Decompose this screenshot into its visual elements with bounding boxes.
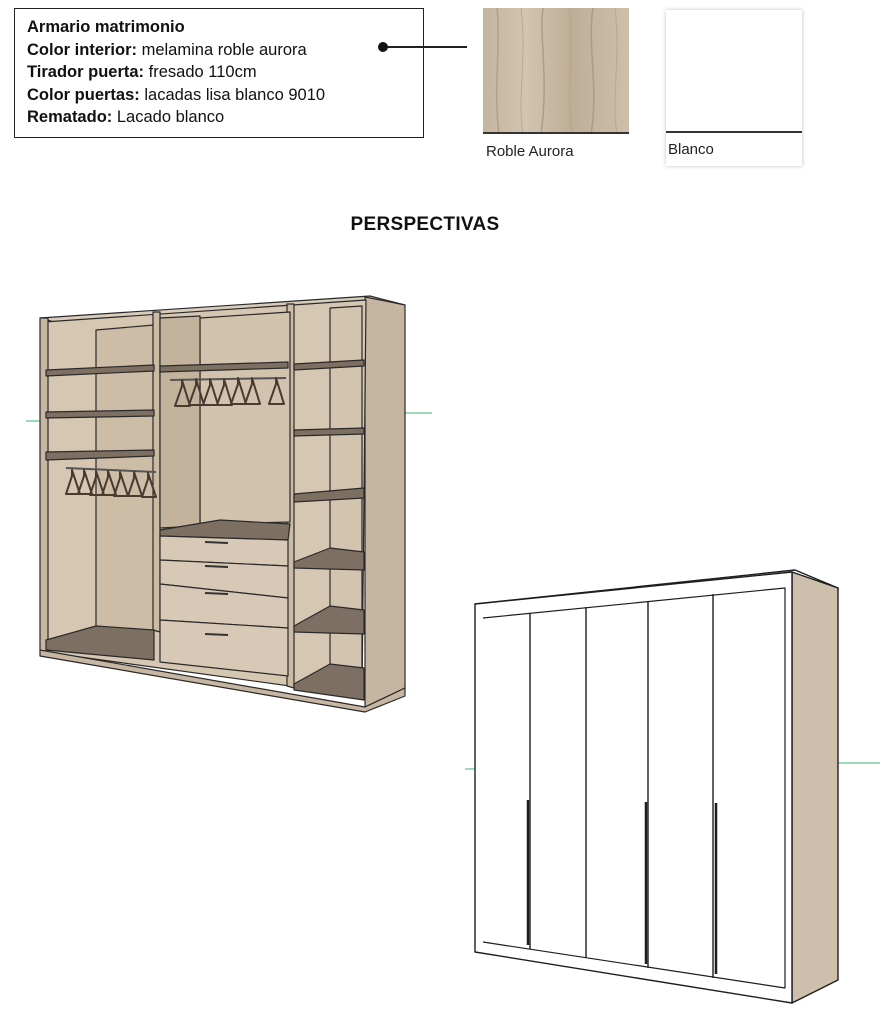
spec-row-interior: Color interior: melamina roble aurora <box>27 40 307 59</box>
open-wardrobe-drawing <box>26 296 432 712</box>
swatch-label-roble: Roble Aurora <box>486 143 574 160</box>
swatch-label-blanco: Blanco <box>668 141 714 158</box>
spec-row-doors: Color puertas: lacadas lisa blanco 9010 <box>27 85 326 104</box>
spec-row-finish: Rematado: Lacado blanco <box>27 108 225 126</box>
section-heading: PERSPECTIVAS <box>350 214 500 235</box>
spec-title: Armario matrimonio <box>27 18 185 36</box>
closed-wardrobe-drawing <box>465 570 880 1003</box>
spec-row-handle: Tirador puerta: fresado 110cm <box>27 63 257 81</box>
